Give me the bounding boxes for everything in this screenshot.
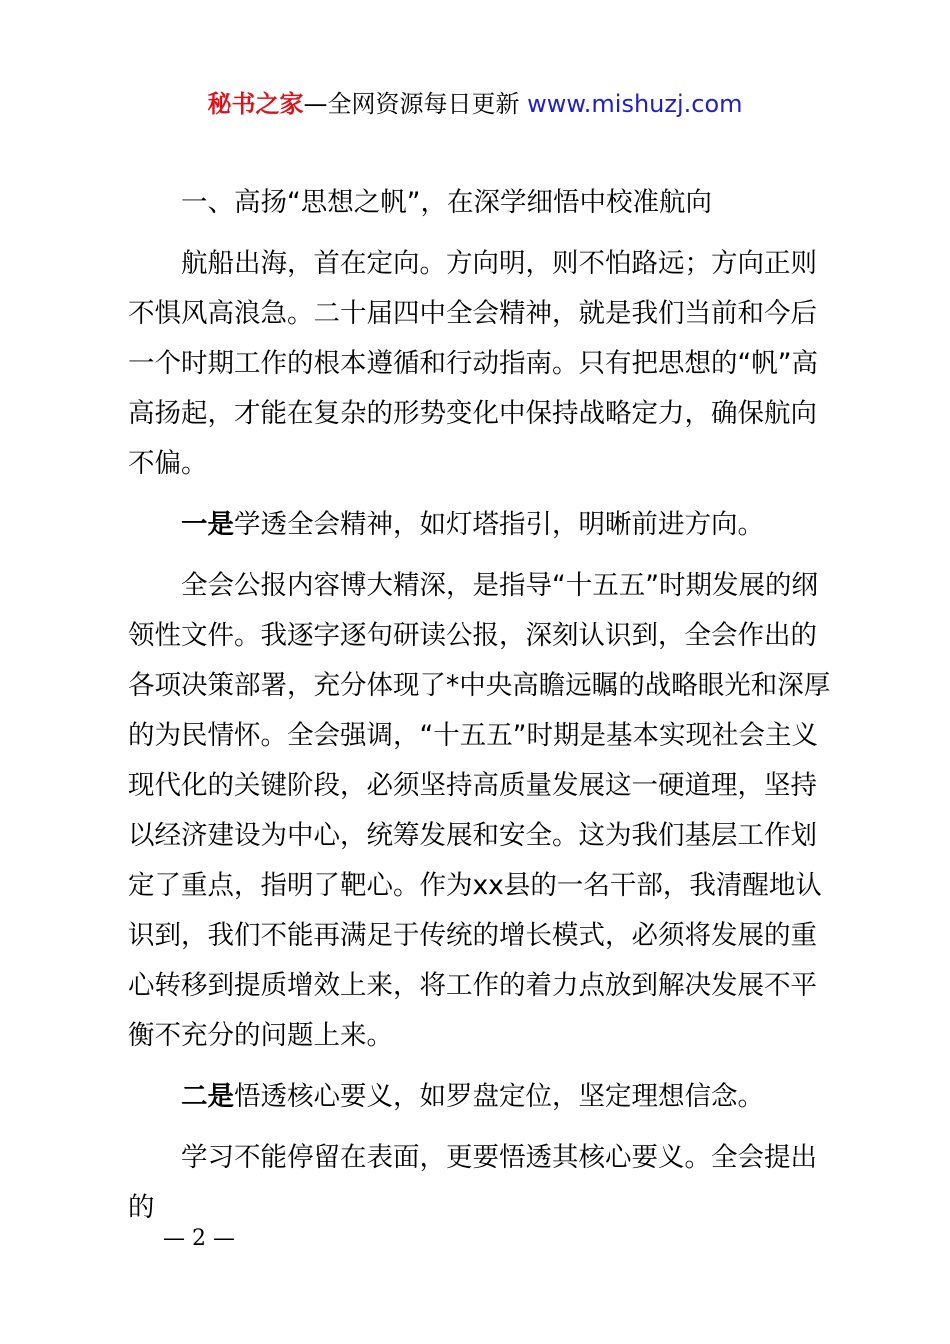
point-two-lead: 二是 bbox=[181, 1081, 234, 1112]
site-header bbox=[0, 84, 950, 124]
site-url-link[interactable]: www.mishuzj.com bbox=[527, 90, 743, 118]
point-one bbox=[128, 500, 838, 550]
point-two bbox=[128, 1072, 838, 1122]
paragraph: 学习不能停留在表面，更要悟透其核心要义。全会提出的 bbox=[128, 1142, 817, 1223]
paragraph: 航船出海，首在定向。方向明，则不怕路远；方向正则不惧风高浪急。二十届四中全会精神，就是我们当前和今后一个时期工作的根本遵循和行动指南。只有把思想的“帆”高高扬起，才能在复杂的形势变化中保持战略定力，确保航向不偏。 bbox=[128, 248, 818, 479]
document-body bbox=[128, 178, 838, 1233]
point-one-lead: 一是 bbox=[181, 509, 234, 540]
point-two-text: 悟透核心要义，如罗盘定位，坚定理想信念。 bbox=[234, 1081, 764, 1112]
paragraph: 全会公报内容博大精深，是指导“十五五”时期发展的纲领性文件。我逐字逐句研读公报，深刻认识到，全会作出的各项决策部署，充分体现了*中央高瞻远瞩的战略眼光和深厚的为民情怀。全会强调，“十五五”时期是基本实现社会主义现代化的关键阶段，必须坚持高质量发展这一硬道理，坚持以经济建设为中心，统筹发展和安全。这为我们基层工作划定了重点，指明了靶心。作为xx县的一名干部，我清醒地认识到，我们不能再满足于传统的增长模式，必须将发展的重心转移到提质增效上来，将工作的着力点放到解决发展不平衡不充分的问题上来。 bbox=[128, 570, 831, 1051]
point-one-text: 学透全会精神，如灯塔指引，明晰前进方向。 bbox=[234, 509, 764, 540]
site-tagline: —全网资源每日更新 bbox=[303, 90, 520, 118]
site-brand: 秘书之家 bbox=[207, 90, 304, 118]
section-heading: 一、高扬“思想之帆”，在深学细悟中校准航向 bbox=[181, 187, 712, 218]
page-number: — 2 — bbox=[163, 1226, 235, 1251]
